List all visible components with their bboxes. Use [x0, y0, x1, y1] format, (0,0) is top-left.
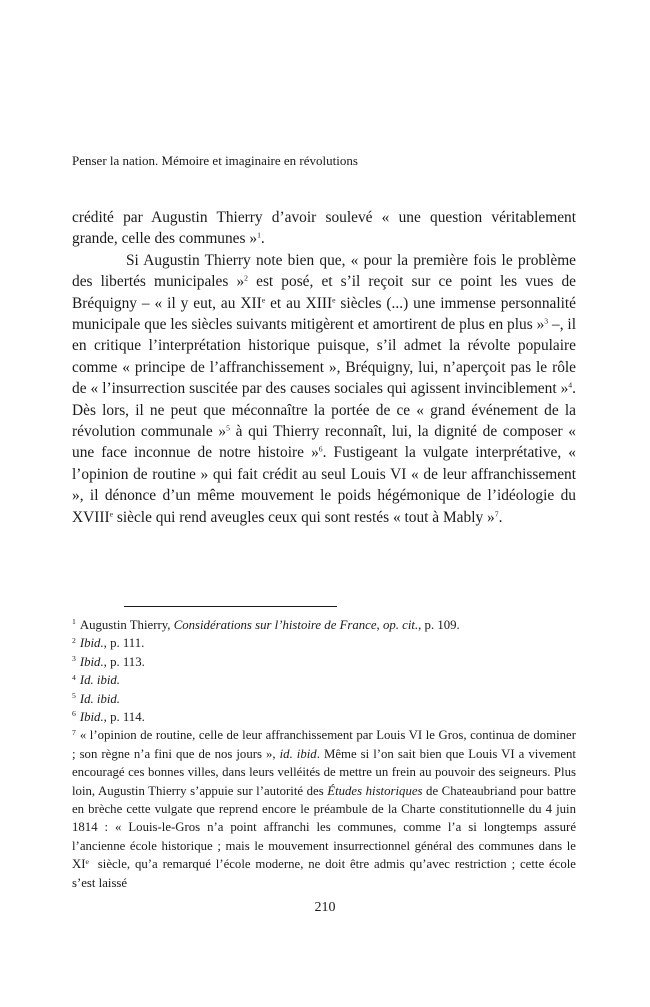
century-suffix: e [261, 295, 266, 305]
footnote-7: $^7$ « l’opinion de routine, celle de leur affranchissement par Louis VI le Gros, continua de dominer ; son règne n’a fini que de nos jours », id. ibid. Même si l’on sait bien que Louis VI a vivement encouragé ces bonnes villes, dans leurs velléités de mettre un frein au pouvoir des seigneurs. Plus loin, Augustin Thierry s’appuie sur l’autorité des Études historiques de Chateaubriand pour battre en brèche cette vulgate que reprend encore le préambule de la Charte constitutionnelle du 4 juin 1814 : « Louis-le-Gros n’a point affranchi les communes, comme l’a si longtemps assuré l’ancienne école historique ; mais le mouvement insurrectionnel général des communes dans le XIe siècle, qu’a remarqué l’école moderne, ne doit être admis qu’avec restriction ; cette école s’est laissé [72, 727, 576, 890]
running-head: Penser la nation. Mémoire et imaginaire en révolutions [72, 153, 358, 168]
footnote-ref-7: 7 [494, 509, 499, 519]
footnote-separator [124, 606, 337, 607]
page-number: 210 [314, 900, 336, 915]
footnote-6: $^6$ Ibid., p. 114. [72, 709, 145, 725]
footnote-ref-2: 2 [244, 273, 249, 283]
paragraph-1: crédité par Augustin Thierry d’avoir soulevé « une question véritablement grande, celle des communes »$^1$. [72, 209, 576, 248]
footnotes [72, 616, 576, 892]
footnote-ref-3: 3 [544, 316, 549, 326]
footnote-3: $^3$ Ibid., p. 113. [72, 654, 145, 669]
footnote-ref-6: 6 [318, 445, 323, 455]
footnote-ref-5: 5 [226, 423, 230, 433]
paragraph-2: Si Augustin Thierry note bien que, « pour la première fois le problème des libertés municipales »$^2$ est posé, et s’il reçoit sur ce point les vues de Bréquigny – « il y eut, au XIIe et au XIIIe siècles (...) une immense personnalité municipale que les siècles suivants mitigèrent et amortirent de plus en plus »$^3$ –, il en critique l’interprétation historique puisque, s’il admet la révolte populaire comme « principe de l’affranchissement », Bréquigny, lui, n’aperçoit pas le rôle de « l’insurrection suscitée par des causes sociales qui agissent invinciblement »$^4$. Dès lors, il ne peut que méconnaître la portée de ce « grand événement de la révolution communale »$^5$ à qui Thierry reconnaît, lui, la dignité de composer « une face inconnue de notre histoire »$^6$. Fustigeant la vulgate interprétative, « l’opinion de routine » qui fait crédit au seul Louis VI « de leur affranchissement », il dénonce d’un même mouvement le poids hégémonique de l’idéologie du XVIIIe siècle qui rend aveugles ceux qui sont restés « tout à Mably »$^7$. [72, 251, 577, 526]
century-suffix: e [332, 295, 336, 305]
footnote-5: $^5$ Id. ibid. [72, 691, 121, 706]
footnote-1: $^1$ Augustin Thierry, Considérations sur l’histoire de France, op. cit., p. 109. [72, 617, 460, 632]
footnote-ref-4: 4 [568, 380, 573, 390]
main-text [72, 207, 576, 528]
footnote-2: $^2$ Ibid., p. 111. [72, 635, 145, 651]
century-suffix: e [109, 509, 114, 519]
footnote-4: $^4$ Id. ibid. [72, 672, 121, 688]
footnote-ref-1: 1 [257, 231, 261, 241]
